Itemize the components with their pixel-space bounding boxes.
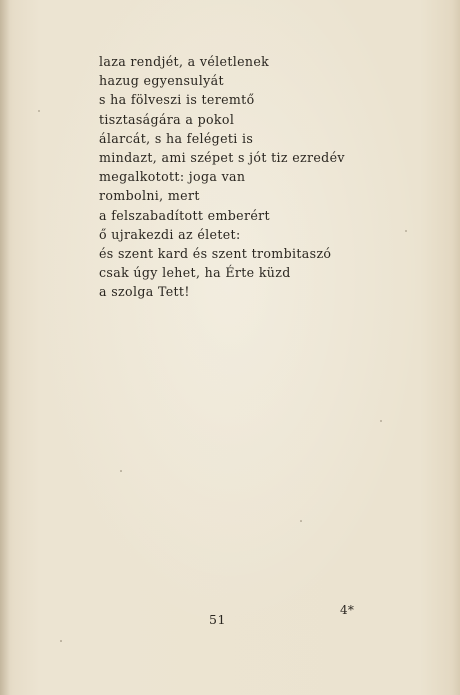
poem-line: csak úgy lehet, ha Érte küzd <box>99 265 291 281</box>
poem-line: álarcát, s ha felégeti is <box>99 130 254 146</box>
paper-speck <box>120 470 122 472</box>
spine-shadow <box>0 0 10 695</box>
paper-speck <box>38 110 40 112</box>
signature-mark: 4* <box>340 603 355 617</box>
poem-text <box>99 52 345 301</box>
page-number: 51 <box>209 612 226 627</box>
poem-line: tisztaságára a pokol <box>99 111 235 127</box>
poem-line: megalkotott: joga van <box>99 169 246 185</box>
paper-speck <box>300 520 302 522</box>
poem-line: ő ujrakezdi az életet: <box>99 226 241 242</box>
poem-line: s ha fölveszi is teremtő <box>99 92 255 108</box>
paper-speck <box>380 420 382 422</box>
poem-line: hazug egyensulyát <box>99 73 224 89</box>
poem-line: és szent kard és szent trombitaszó <box>99 245 332 261</box>
poem-line: laza rendjét, a véletlenek <box>99 54 270 69</box>
poem-line: rombolni, mert <box>99 188 200 204</box>
poem-line: a szolga Tett! <box>99 284 190 300</box>
paper-speck <box>405 230 407 232</box>
paper-speck <box>60 640 62 642</box>
poem-line: mindazt, ami szépet s jót tiz ezredév <box>99 149 345 165</box>
poem-line: a felszabadított emberért <box>99 207 270 223</box>
